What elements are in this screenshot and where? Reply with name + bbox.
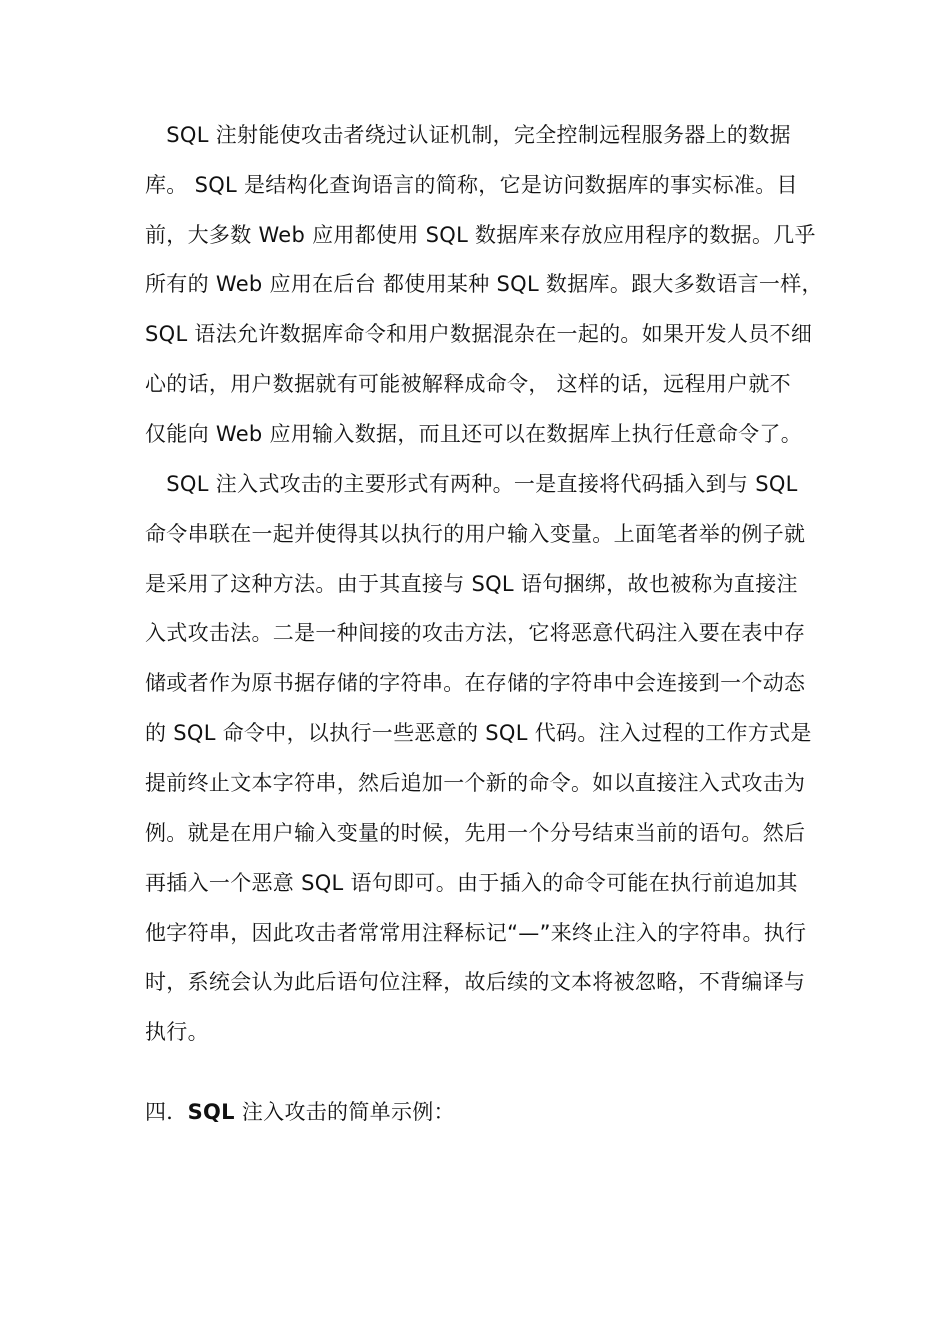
paragraph-line: 库。 SQL 是结构化查询语言的简称，它是访问数据库的事实标准。目 [145, 173, 798, 197]
section-heading [145, 1097, 455, 1127]
paragraph-line: 心的话，用户数据就有可能被解释成命令， 这样的话，远程用户就不 [145, 372, 791, 396]
paragraph-line: 例。就是在用户输入变量的时候，先用一个分号结束当前的语句。然后 [145, 821, 806, 845]
paragraph-line: 他字符串，因此攻击者常常用注释标记“—”来终止注入的字符串。执行 [145, 921, 807, 945]
heading-number: 四． [145, 1100, 188, 1124]
paragraph-line: 执行。 [145, 1020, 209, 1044]
paragraph-line: 入式攻击法。二是一种间接的攻击方法，它将恶意代码注入要在表中存 [145, 621, 806, 645]
paragraph-line: SQL 注射能使攻击者绕过认证机制，完全控制远程服务器上的数据 [145, 123, 791, 147]
paragraph-line: 命令串联在一起并使得其以执行的用户输入变量。上面笔者举的例子就 [145, 522, 806, 546]
paragraph-line: 所有的 Web 应用在后台 都使用某种 SQL 数据库。跟大多数语言一样， [145, 272, 823, 296]
paragraph-line: 时，系统会认为此后语句位注释，故后续的文本将被忽略，不背编译与 [145, 970, 806, 994]
paragraph-line: SQL 注入式攻击的主要形式有两种。一是直接将代码插入到与 SQL [145, 472, 798, 496]
heading-sql-term: SQL [187, 1100, 235, 1124]
paragraph-line: 是采用了这种方法。由于其直接与 SQL 语句捆绑，故也被称为直接注 [145, 572, 798, 596]
heading-title: 注入攻击的简单示例： [234, 1100, 455, 1124]
paragraph-line: 仅能向 Web 应用输入数据，而且还可以在数据库上执行任意命令了。 [145, 422, 803, 446]
paragraph-line: SQL 语法允许数据库命令和用户数据混杂在一起的。如果开发人员不细 [145, 322, 813, 346]
paragraph-line: 储或者作为原书据存储的字符串。在存储的字符串中会连接到一个动态 [145, 671, 806, 695]
paragraph-line: 提前终止文本字符串，然后追加一个新的命令。如以直接注入式攻击为 [145, 771, 806, 795]
paragraph-line: 前，大多数 Web 应用都使用 SQL 数据库来存放应用程序的数据。几乎 [145, 223, 816, 247]
paragraph-line: 再插入一个恶意 SQL 语句即可。由于插入的命令可能在执行前追加其 [145, 871, 798, 895]
paragraph-line: 的 SQL 命令中，以执行一些恶意的 SQL 代码。注入过程的工作方式是 [145, 721, 812, 745]
